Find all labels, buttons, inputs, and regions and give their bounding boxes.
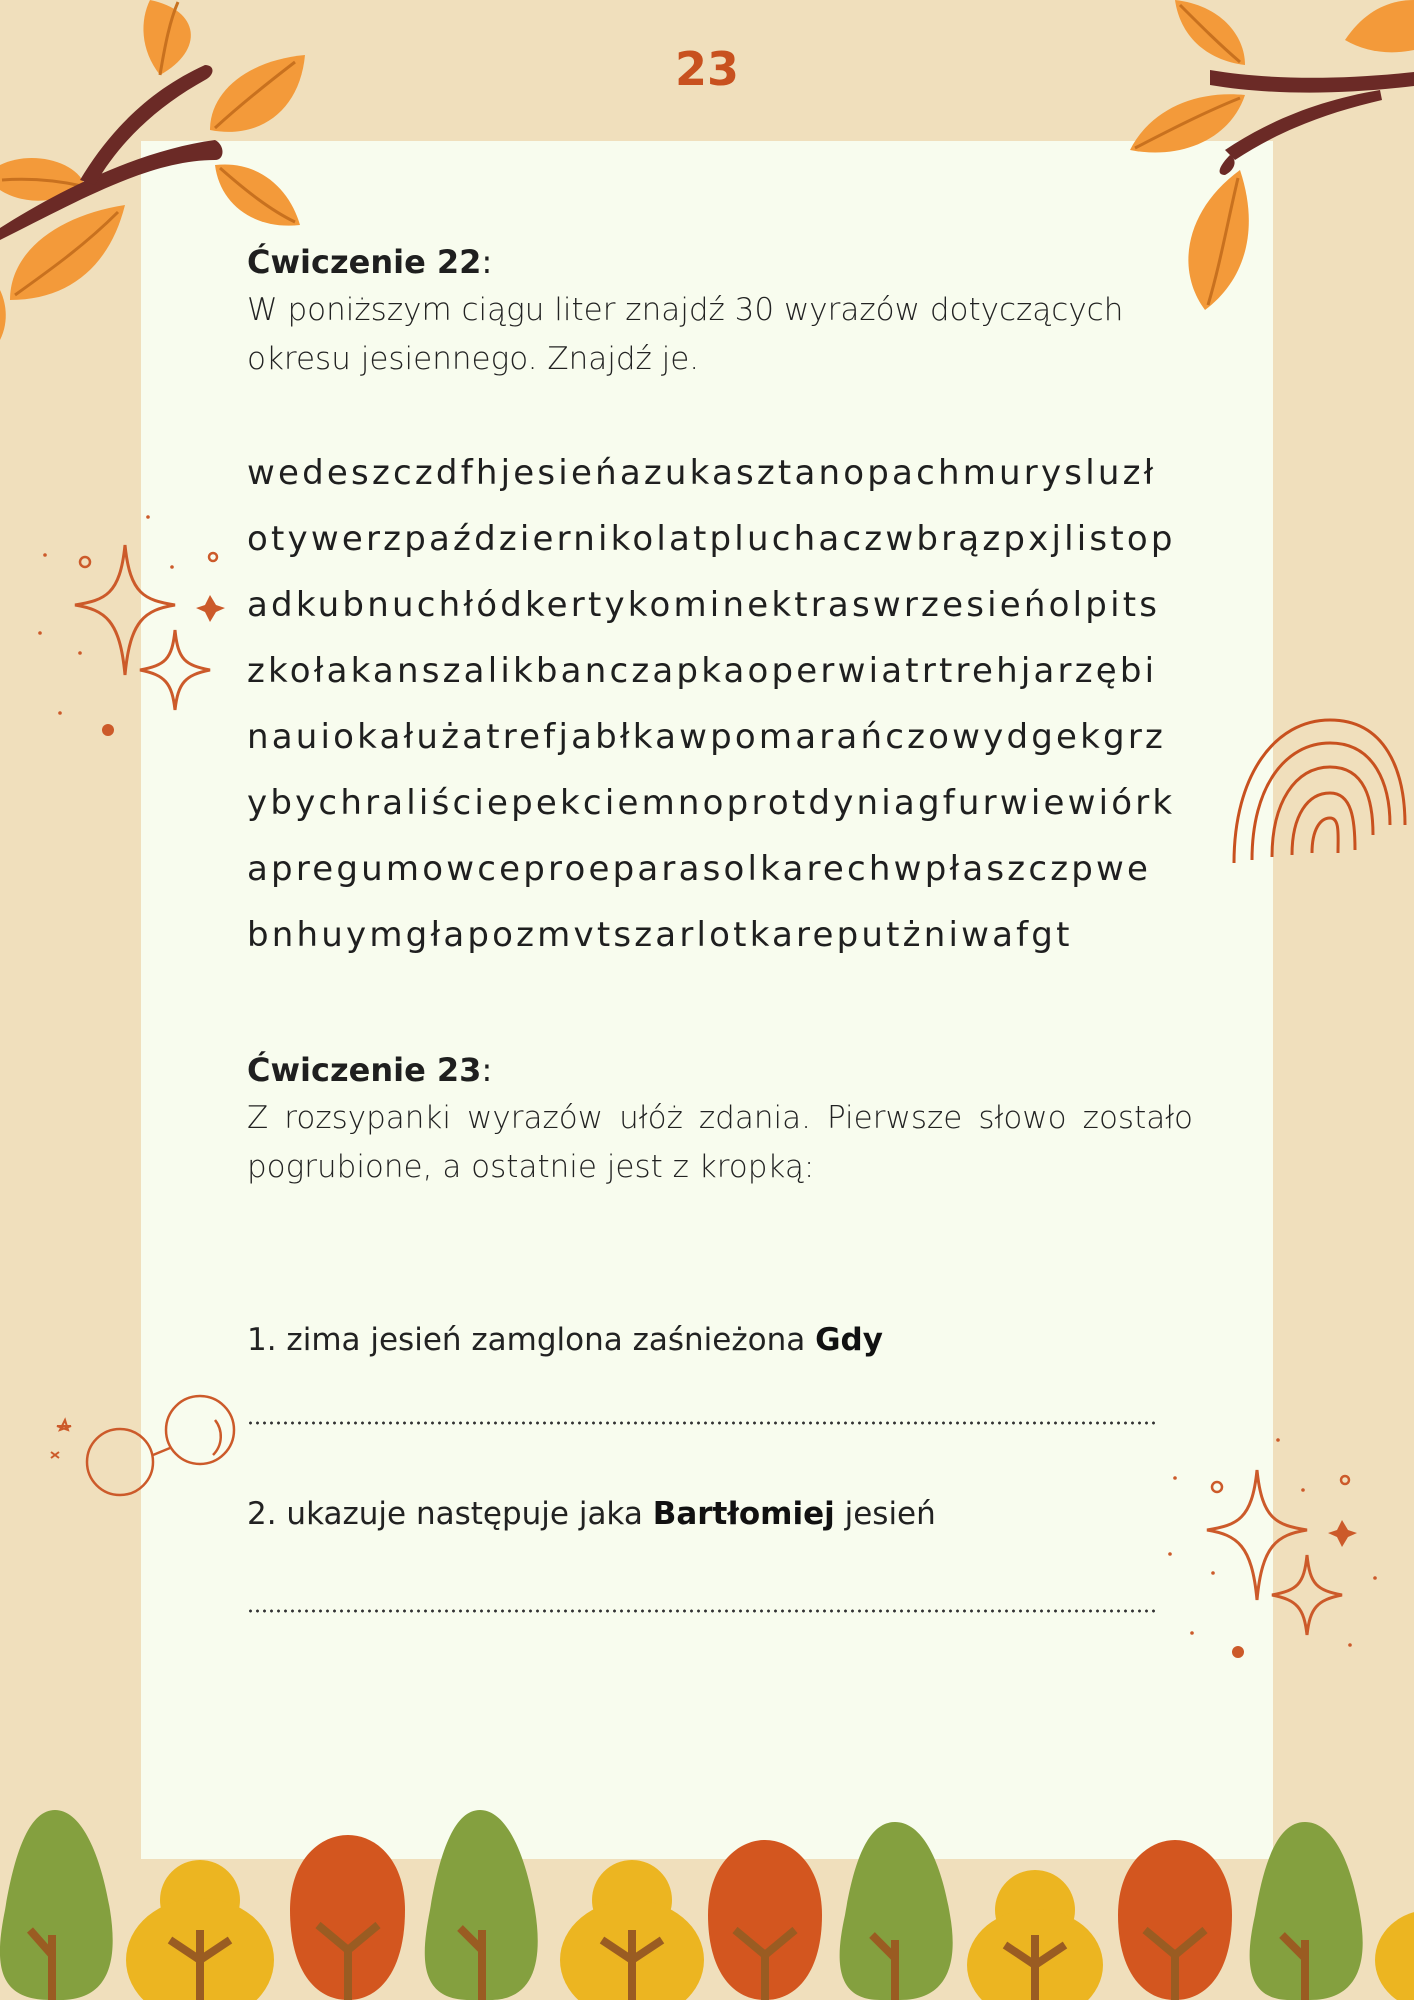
- letter-grid: [247, 440, 1193, 968]
- tree-icon: [708, 1840, 822, 2000]
- leaf-icon: [1188, 170, 1248, 310]
- page-number: 23: [674, 42, 739, 96]
- leaf-icon: [1345, 0, 1414, 52]
- exercise-23-instruction: Z rozsypanki wyrazów ułóż zdania. Pierwsze słowo zostało pogrubione, a ostatnie jest z kropką:: [247, 1100, 1193, 1185]
- tree-icon: [560, 1860, 704, 2000]
- task-1: 1. zima jesień zamglona zaśnieżona Gdy: [247, 1322, 883, 1358]
- tree-icon: [0, 1810, 113, 2000]
- tree-icon: [1250, 1822, 1363, 2000]
- tree-icon: [967, 1870, 1103, 2000]
- tree-icon: [1375, 1910, 1414, 2000]
- exercise-22-instruction: W poniższym ciągu liter znajdź 30 wyrazów dotyczących okresu jesiennego. Znajdź je.: [247, 292, 1124, 377]
- letter-line: ybychraliściepekciemnoprotdyniagfurwiewiórk: [247, 783, 1176, 823]
- letter-line: nauiokałużatrefjabłkawpomarańczowydgekgrz: [247, 717, 1167, 757]
- task-2: 2. ukazuje następuje jaka Bartłomiej jesień: [247, 1496, 936, 1532]
- exercise-22-title: Ćwiczenie 22:: [247, 243, 493, 281]
- leaf-icon: [210, 55, 305, 132]
- letter-line: bnhuymgłapozmvtszarlotkareputżniwafgt: [247, 915, 1073, 955]
- letter-line: zkołakanszalikbanczapkaoperwiatrtrehjarzębi: [247, 651, 1158, 691]
- exercise-23-title: Ćwiczenie 23:: [247, 1051, 493, 1089]
- letter-line: wedeszczdfhjesieńazukasztanopachmurysluzł: [247, 453, 1157, 493]
- leaf-icon: [215, 164, 300, 225]
- tree-icon: [290, 1835, 405, 2000]
- tree-icon: [840, 1822, 953, 2000]
- tree-icon: [126, 1860, 274, 2000]
- tree-icon: [1118, 1840, 1232, 2000]
- exercise-22: [247, 238, 1193, 968]
- sparkle-icon: [1165, 1430, 1385, 1670]
- rainbow-icon: [1230, 715, 1414, 865]
- tree-icon: [425, 1810, 538, 2000]
- leaf-icon: [143, 0, 190, 75]
- worksheet-content: [247, 238, 1193, 1614]
- letter-line: otywerzpaździernikolatpluchaczwbrązpxjlistop: [247, 519, 1176, 559]
- exercise-23: [247, 1046, 1193, 1614]
- answer-line-2[interactable]: [247, 1608, 1159, 1614]
- leaf-icon: [1175, 0, 1245, 65]
- leaf-icon: [1130, 94, 1245, 152]
- sparkle-icon: [30, 505, 240, 745]
- answer-line-1[interactable]: [247, 1420, 1159, 1426]
- bubbles-icon: [45, 1390, 245, 1510]
- letter-line: apregumowceproeparasolkarechwpłaszczpwe: [247, 849, 1152, 889]
- tree-row: [0, 1800, 1414, 2000]
- letter-line: adkubnuchłódkertykominektraswrzesieńolpits: [247, 585, 1161, 625]
